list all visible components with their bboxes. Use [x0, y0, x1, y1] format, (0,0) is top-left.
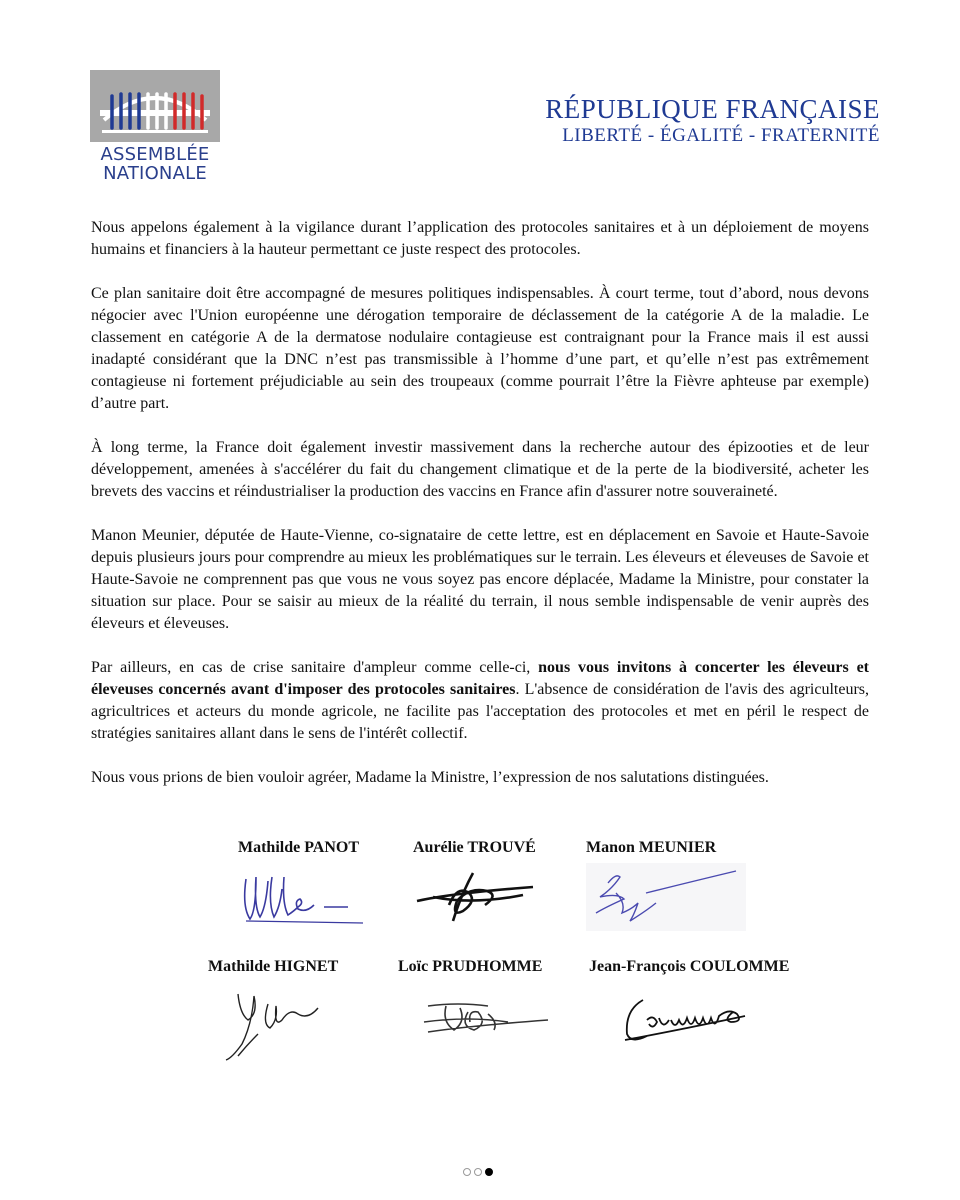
- signatory-trouve: [413, 839, 563, 929]
- signatory-name: Mathilde HIGNET: [208, 958, 339, 975]
- signatory-name: Manon MEUNIER: [586, 839, 717, 856]
- paragraph-long-terme: À long terme, la France doit également investir massivement dans la recherche autour des épizooties et de leur développement, amenées à s'accélérer du fait du changement climatique et de la perte de la biodiversité, acheter les brevets des vaccins et réindustrialiser la production des vaccins en France afin d'assurer notre souveraineté.: [91, 439, 869, 500]
- signatory-prudhomme: [398, 958, 568, 1068]
- paragraph-salutations: Nous vous prions de bien vouloir agréer, Madame la Ministre, l’expression de nos salutations distinguées.: [91, 769, 769, 786]
- signature-trouve: [413, 865, 543, 925]
- signature-meunier: [586, 863, 746, 931]
- paragraph-vigilance: Nous appelons également à la vigilance durant l’application des protocoles sanitaires et à un déploiement de moyens humains et financiers à la hauteur permettant ce juste respect des protocoles.: [91, 219, 869, 258]
- logo-text: [90, 145, 220, 183]
- signatory-meunier: [586, 839, 746, 929]
- signatory-panot: [238, 839, 388, 929]
- signatory-name: Aurélie TROUVÉ: [413, 839, 536, 856]
- hemicycle-icon: [90, 70, 220, 142]
- paragraph-plan-sanitaire: Ce plan sanitaire doit être accompagné de mesures politiques indispensables. À court terme, tout d’abord, nous devons négocier avec l'Union européenne une dérogation temporaire de déclassement de la catégorie A de la maladie. Le classement en catégorie A de la dermatose nodulaire contagieuse est contraignant pour la France mais il est aussi inadapté considérant que la DNC n’est pas transmissible à l’homme d’une part, et qu’elle n’est pas extrêmement contagieuse ni fortement préjudiciable au sein des troupeaux (comme pourrait l’être la Fièvre aphteuse par exemple) d’autre part.: [91, 285, 869, 412]
- signatory-name: Loïc PRUDHOMME: [398, 958, 543, 975]
- signatory-coulomme: [589, 958, 809, 1068]
- signatory-name: Jean-François COULOMME: [589, 958, 790, 975]
- signatory-hignet: [208, 958, 358, 1068]
- signature-hignet: [218, 984, 348, 1064]
- assemblee-nationale-logo: [90, 70, 220, 185]
- republic-header: [545, 94, 880, 148]
- paragraph-crise-bold: nous vous invitons à concerter les éleveurs et éleveuses concernés avant d'imposer des protocoles sanitaires: [91, 659, 870, 698]
- pagination-dots[interactable]: [463, 1168, 493, 1176]
- logo-line-1: ASSEMBLÉE: [100, 144, 210, 165]
- logo-line-2: NATIONALE: [103, 163, 207, 184]
- paragraph-manon-meunier: Manon Meunier, députée de Haute-Vienne, co-signataire de cette lettre, est en déplacement en Savoie et Haute-Savoie depuis plusieurs jours pour comprendre au mieux les problématiques sur le terrain. Les éleveurs et éleveuses de Savoie et Haute-Savoie ne comprennent pas que vous ne vous soyez pas encore déplacée, Madame la Ministre, pour constater la situation sur place. Pour se saisir au mieux de la réalité du terrain, il nous semble indispensable de venir auprès des éleveurs et éleveuses.: [91, 527, 869, 632]
- paragraph-crise-start: Par ailleurs, en cas de crise sanitaire d'ampleur comme celle-ci,: [91, 659, 539, 676]
- republic-motto: LIBERTÉ - ÉGALITÉ - FRATERNITÉ: [562, 125, 880, 146]
- paragraph-crise-end: . L'absence de considération de l'avis des agriculteurs, agricultrices et acteurs du monde agricole, ne facilite pas l'acceptation des protocoles et met en péril le respect de stratégies sanitaires allant dans le sens de l'intérêt collectif.: [91, 681, 870, 742]
- paragraph-crise-sanitaire: [91, 657, 869, 745]
- signatory-name: Mathilde PANOT: [238, 839, 360, 856]
- republic-title: RÉPUBLIQUE FRANÇAISE: [545, 94, 880, 124]
- signature-prudhomme: [398, 992, 558, 1052]
- page-dot-3-active[interactable]: [485, 1168, 493, 1176]
- page-dot-1[interactable]: [463, 1168, 471, 1176]
- letter-body: [91, 217, 869, 811]
- signature-coulomme: [619, 990, 759, 1050]
- signature-panot: [238, 867, 368, 927]
- page-dot-2[interactable]: [474, 1168, 482, 1176]
